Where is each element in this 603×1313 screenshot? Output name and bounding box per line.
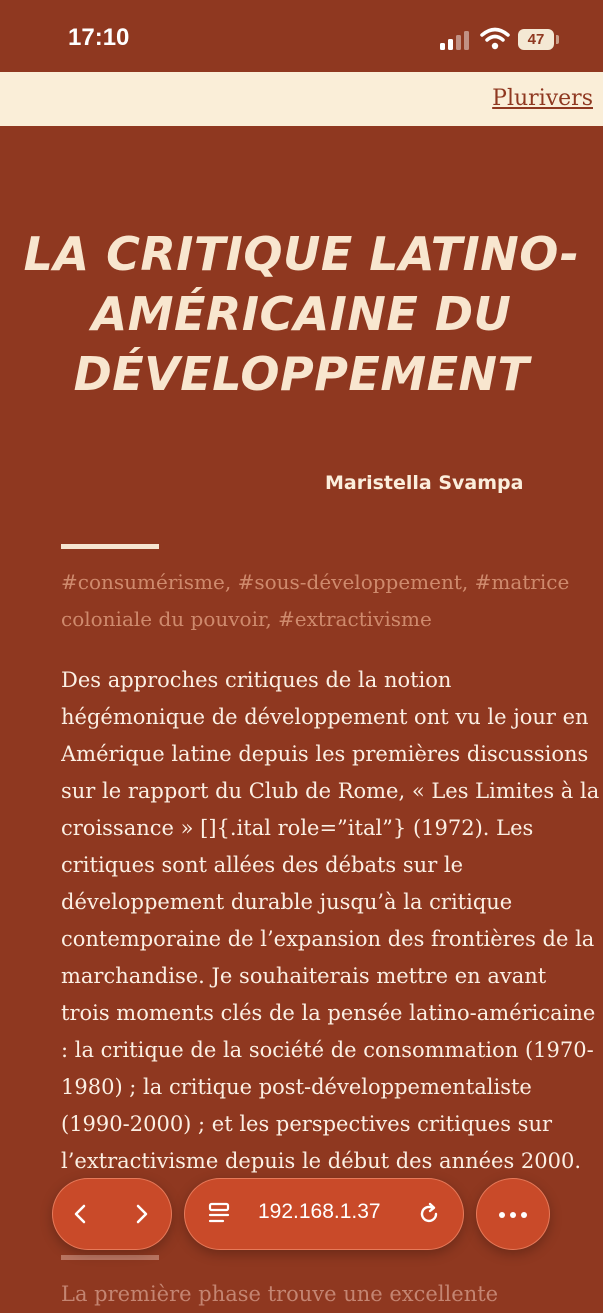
article-body: Des approches critiques de la notion hégémonique de développement ont vu le jour en Amérique latine depuis les premières discussions sur le rapport du Club de Rome, « Les Limites à la croissance » []{.ital role=”ital”} (1972). Les critiques sont allées des débats sur le développement durable jusqu’à la critique contemporaine de l’expansion des frontières de la marchandise. Je souhaiterais mettre en avant trois moments clés de la pensée latino-américaine : la critique de la société de consommation (1970-1980) ; la critique post-développementaliste (1990-2000) ; et les perspectives critiques sur l’extractivisme depuis le début des années 2000. (61, 668, 600, 1173)
article-tags: #consumérisme, #sous-développement, #matrice coloniale du pouvoir, #extractivisme (61, 570, 570, 631)
browser-toolbar (0, 1172, 603, 1262)
status-time: 17:10 (68, 24, 130, 51)
back-icon[interactable] (69, 1202, 93, 1226)
next-paragraph: La première phase trouve une excellente (61, 1282, 499, 1306)
status-bar (0, 0, 603, 72)
title-divider (61, 544, 159, 549)
article-author: Maristella Svampa (325, 472, 524, 494)
more-button[interactable] (476, 1178, 550, 1250)
url-text[interactable]: 192.168.1.37 (258, 1200, 381, 1223)
battery-level: 47 (527, 31, 545, 48)
tabs-icon[interactable] (207, 1201, 233, 1227)
battery-icon (518, 29, 554, 50)
article-title: LA CRITIQUE LATINO-AMÉRICAINE DU DÉVELOPPEMENT (23, 227, 580, 401)
wifi-icon (480, 27, 510, 51)
signal-icon (440, 30, 472, 50)
reload-icon[interactable] (416, 1201, 442, 1227)
battery-cap (556, 35, 559, 44)
navigation-pill (52, 1178, 172, 1250)
more-icon[interactable] (498, 1211, 528, 1219)
address-bar[interactable] (184, 1178, 464, 1250)
site-link[interactable]: Plurivers (492, 86, 593, 111)
site-header (0, 72, 603, 126)
forward-icon[interactable] (129, 1202, 153, 1226)
